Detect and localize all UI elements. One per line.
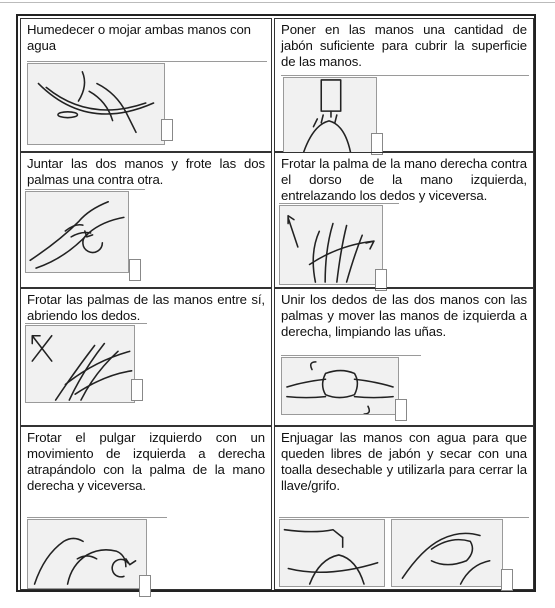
step-5-text: Frotar las palmas de las manos entre sí, abriendo los dedos. [27,292,265,323]
step-8-cell [274,426,534,590]
step-1-cell [20,18,272,152]
step-8-text: Enjuagar las manos con agua para que queden libres de jabón y secar con una toalla desechable y utilizarla para cerrar la llave/grifo. [281,430,527,493]
rub-palms-icon [25,191,129,273]
step-2-text: Poner en las manos una cantidad de jabón suficiente para cubrir la superficie de las manos. [281,22,527,69]
checkbox [139,575,151,597]
checkbox [129,259,141,281]
top-rule [0,2,555,3]
handwashing-table [16,14,536,592]
dry-hands-icon [391,519,503,587]
step-6-cell [274,288,534,426]
palm-over-back-icon [279,205,383,285]
checkbox [161,119,173,141]
step-4-text: Frotar la palma de la mano derecha contra el dorso de la mano izquierda, entrelazando los dedos y viceversa. [281,156,527,203]
step-3-cell [20,152,272,288]
soap-dispenser-icon [283,77,377,153]
rinse-icon [279,519,385,587]
checkbox [131,379,143,401]
ill-rule [25,323,147,324]
step-1-text: Humedecer o mojar ambas manos con agua [27,22,251,53]
step-7-cell [20,426,272,590]
step-4-cell [274,152,534,288]
step-6-text: Unir los dedos de las dos manos con las palmas y mover las manos de izquierda a derecha, limpiando las uñas. [281,292,527,339]
ill-rule [281,355,421,356]
step-3-text: Juntar las dos manos y frote las dos palmas una contra otra. [27,156,265,187]
ill-rule [25,189,145,190]
ill-rule [27,517,167,518]
thumb-rotation-icon [27,519,147,589]
fingertips-icon [281,357,399,415]
ill-rule [279,517,529,518]
step-5-cell [20,288,272,426]
step-7-text: Frotar el pulgar izquierdo con un movimiento de izquierda a derecha atrapándolo con la palma de la mano derecha y viceversa. [27,430,265,493]
ill-rule [281,75,529,76]
step-2-cell [274,18,534,152]
checkbox [501,569,513,591]
wet-hands-icon [27,63,165,145]
ill-rule [27,61,267,62]
interlaced-fingers-icon [25,325,135,403]
checkbox [395,399,407,421]
ill-rule [279,203,399,204]
